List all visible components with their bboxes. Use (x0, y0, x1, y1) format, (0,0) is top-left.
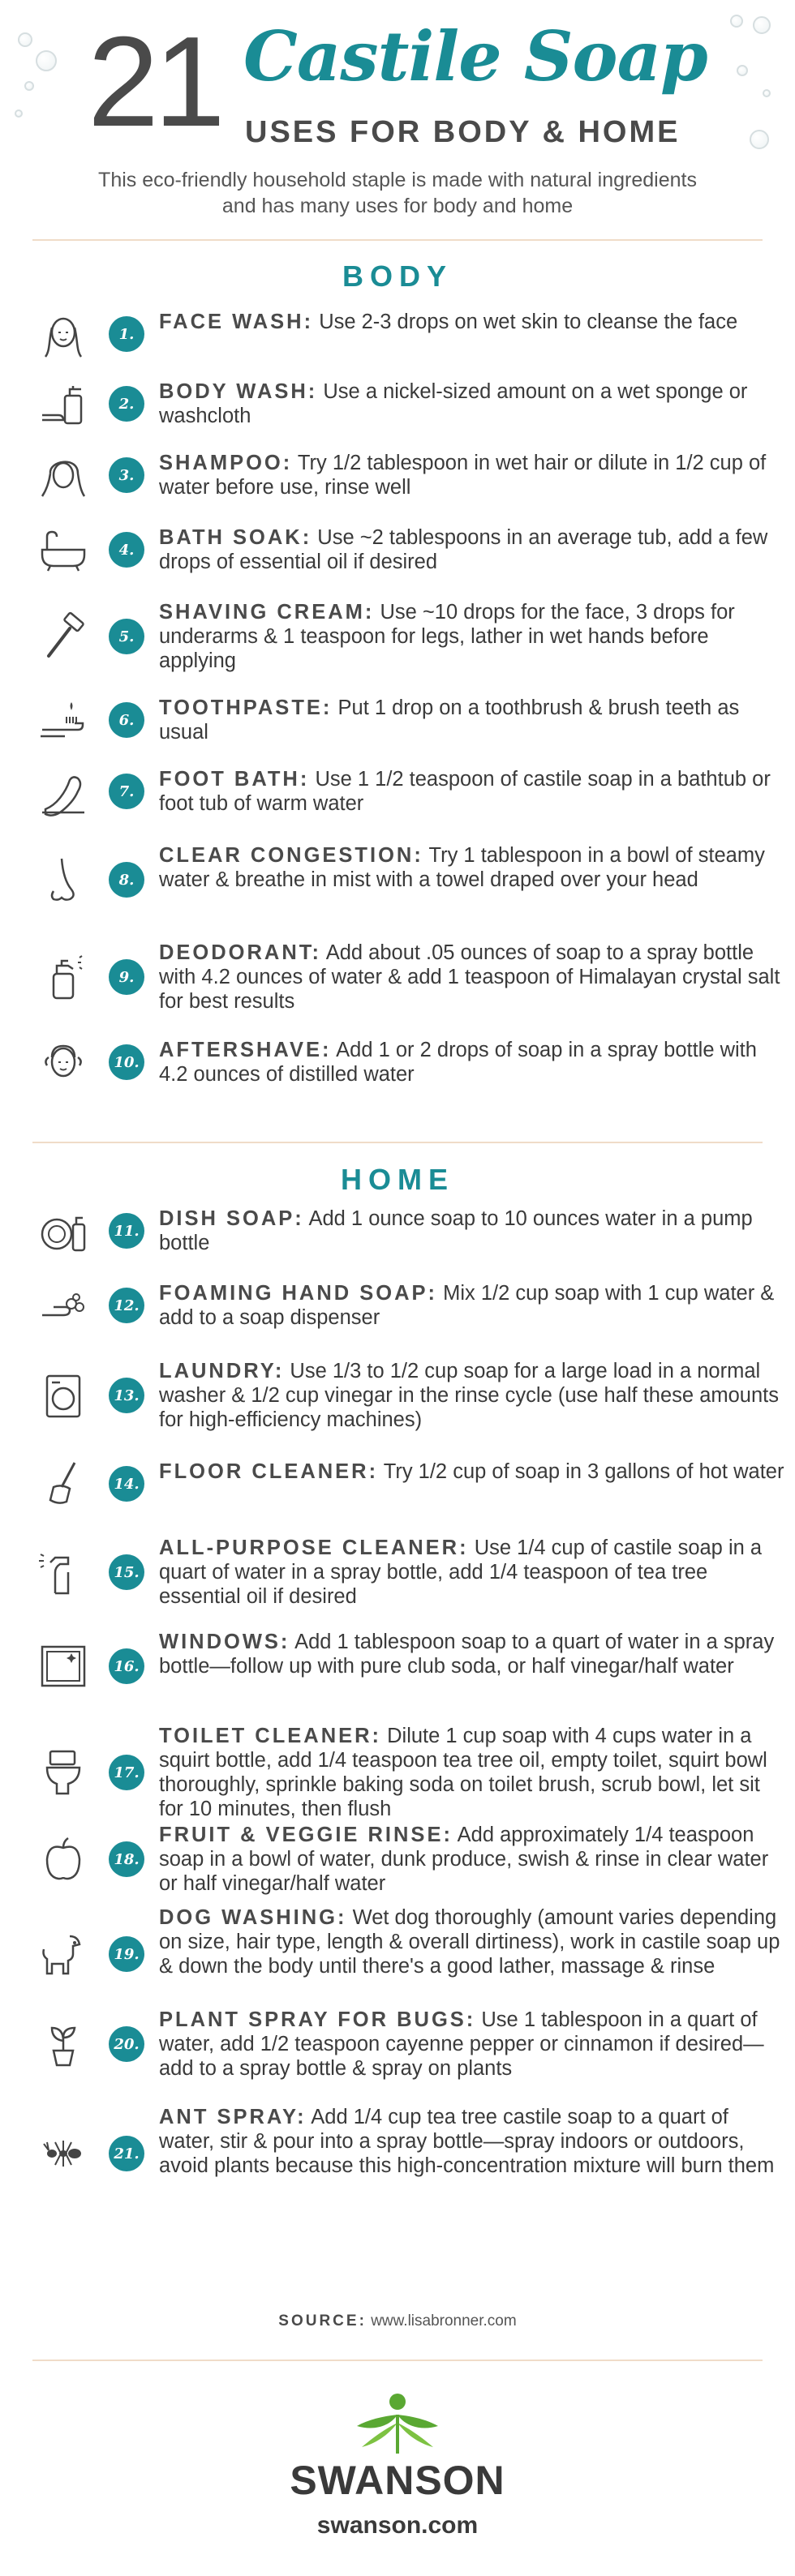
list-item (0, 1823, 795, 1896)
list-item (0, 1038, 795, 1087)
item-number-badge: 16. (109, 1648, 144, 1684)
item-number-badge: 12. (109, 1288, 144, 1323)
item-text (159, 600, 785, 673)
item-text (159, 525, 785, 574)
item-label: LAUNDRY: (159, 1360, 285, 1382)
foam-hand-icon (31, 1273, 96, 1338)
item-text (159, 2008, 785, 2081)
cleaner-spray-icon (31, 1540, 96, 1605)
divider (32, 239, 763, 241)
list-item (0, 696, 795, 744)
item-description: Use a nickel-sized amount on a wet sponge or washcloth (159, 380, 748, 427)
man-face-icon (31, 1030, 96, 1095)
brand-name: SWANSON (290, 2458, 505, 2503)
mop-icon (31, 1451, 96, 1516)
item-label: BATH SOAK: (159, 526, 312, 549)
item-text (159, 451, 785, 499)
item-description: Use 1/3 to 1/2 cup soap for a large load in a normal washer & 1/2 cup vinegar in the rinse cycle (use half these amounts for high-efficiency machines) (159, 1360, 779, 1431)
list-item (0, 1359, 795, 1432)
list-item (0, 1724, 795, 1821)
title-script: Castile Soap (243, 16, 707, 96)
ant-icon (31, 2121, 96, 2186)
list-item (0, 1630, 795, 1703)
item-description: Dilute 1 cup soap with 4 cups water in a squirt bottle, add 1/4 teaspoon tea tree oil, empty toilet, squirt bowl thoroughly, sprinkle baking soda on toilet brush, scrub bowl, let sit for 10 minutes, then flush (159, 1725, 767, 1820)
list-item (0, 1536, 795, 1609)
dog-icon (31, 1922, 96, 1987)
item-description: Use 1 1/2 teaspoon of castile soap in a bathtub or foot tub of warm water (159, 768, 771, 815)
item-label: DEODORANT: (159, 941, 321, 964)
header (0, 0, 795, 162)
item-number-badge: 13. (109, 1378, 144, 1413)
swanson-logo-icon (341, 2390, 454, 2455)
foot-icon (31, 759, 96, 824)
list-item (0, 451, 795, 499)
list-item (0, 1459, 795, 1508)
item-text (159, 1038, 785, 1087)
item-description: Add 1/4 cup tea tree castile soap to a quart of water, stir & pour into a spray bottle—spray indoors or outdoors, avoid plants because this high-concentration mixture will burn them (159, 2106, 775, 2177)
dish-icon (31, 1198, 96, 1263)
item-text (159, 379, 785, 428)
item-label: CLEAR CONGESTION: (159, 844, 423, 867)
item-description: Use 1 tablespoon in a quart of water, add 1/2 teaspoon cayenne pepper or cinnamon if desired—add to a spray bottle & spray on plants (159, 2008, 764, 2080)
item-description: Try 1/2 cup of soap in 3 gallons of hot water (383, 1460, 784, 1483)
item-label: FLOOR CLEANER: (159, 1460, 379, 1483)
item-number-badge: 7. (109, 774, 144, 809)
item-text (159, 1359, 785, 1432)
item-number-badge: 6. (109, 702, 144, 738)
item-label: TOILET CLEANER: (159, 1725, 382, 1747)
item-number-badge: 8. (109, 862, 144, 898)
divider (32, 1142, 763, 1143)
bubble-decoration (763, 89, 771, 97)
list-item (0, 1905, 795, 2003)
item-number-badge: 15. (109, 1554, 144, 1590)
item-text (159, 1630, 785, 1678)
list-item (0, 525, 795, 574)
item-label: PLANT SPRAY FOR BUGS: (159, 2008, 476, 2031)
item-number-badge: 20. (109, 2026, 144, 2062)
item-label: FRUIT & VEGGIE RINSE: (159, 1824, 453, 1846)
list-item (0, 941, 795, 1014)
item-label: DISH SOAP: (159, 1207, 304, 1230)
list-item (0, 843, 795, 916)
list-item (0, 600, 795, 673)
bubble-decoration (730, 15, 743, 28)
plant-icon (31, 2012, 96, 2077)
item-description: Use 2-3 drops on wet skin to cleanse the face (319, 311, 738, 333)
item-description: Add about .05 ounces of soap to a spray bottle with 4.2 ounces of water & add 1 teaspoon of Himalayan crystal salt for best results (159, 941, 780, 1013)
source-url[interactable]: www.lisabronner.com (371, 2312, 517, 2330)
source-label: SOURCE: (278, 2312, 367, 2330)
item-label: SHAMPOO: (159, 452, 293, 474)
item-description: Add approximately 1/4 teaspoon soap in a bowl of water, dunk produce, swish & rinse in clear water or half vinegar/half water (159, 1824, 769, 1895)
item-label: ANT SPRAY: (159, 2106, 307, 2128)
item-number-badge: 3. (109, 457, 144, 493)
nose-icon (31, 847, 96, 912)
item-number-badge: 10. (109, 1044, 144, 1080)
hair-icon (31, 443, 96, 508)
item-text (159, 767, 785, 816)
bubble-decoration (750, 130, 769, 149)
list-item (0, 310, 795, 358)
soap-pump-icon (31, 371, 96, 436)
item-number-badge: 5. (109, 619, 144, 654)
toothbrush-icon (31, 688, 96, 752)
item-description: Mix 1/2 cup soap with 1 cup water & add to a soap dispenser (159, 1282, 775, 1329)
face-icon (31, 302, 96, 366)
item-number-badge: 19. (109, 1936, 144, 1972)
bubble-decoration (15, 109, 23, 118)
item-number-badge: 17. (109, 1755, 144, 1790)
item-label: ALL-PURPOSE CLEANER: (159, 1537, 469, 1559)
item-description: Add 1 ounce soap to 10 ounces water in a pump bottle (159, 1207, 753, 1254)
item-text (159, 1823, 785, 1896)
list-item (0, 379, 795, 428)
section-title-body: BODY (342, 259, 453, 293)
item-text (159, 941, 785, 1014)
item-number-badge: 14. (109, 1466, 144, 1502)
section-title-home: HOME (341, 1163, 454, 1196)
item-label: DOG WASHING: (159, 1906, 347, 1929)
brand-url[interactable]: swanson.com (316, 2512, 479, 2539)
razor-icon (31, 604, 96, 669)
bubble-decoration (36, 50, 57, 71)
item-text (159, 843, 785, 892)
list-item (0, 2008, 795, 2081)
item-text (159, 1724, 785, 1821)
divider (32, 2360, 763, 2361)
item-label: SHAVING CREAM: (159, 601, 375, 624)
title-number: 21 (88, 11, 221, 153)
item-number-badge: 1. (109, 316, 144, 352)
bubble-decoration (753, 16, 771, 34)
window-icon (31, 1634, 96, 1699)
list-item (0, 1207, 795, 1255)
item-description: Use ~10 drops for the face, 3 drops for underarms & 1 teaspoon for legs, lather in wet hands before applying (159, 601, 735, 672)
item-text (159, 310, 785, 334)
spray-bottle-icon (31, 945, 96, 1009)
item-number-badge: 9. (109, 959, 144, 995)
item-description: Wet dog thoroughly (amount varies depending on size, hair type, length & overall dirtiness), work in castile soap up & down the body until there's a good lather, massage & rinse (159, 1906, 780, 1978)
bubble-decoration (18, 32, 32, 47)
item-label: FOAMING HAND SOAP: (159, 1282, 437, 1305)
item-description: Add 1 or 2 drops of soap in a spray bottle with 4.2 ounces of distilled water (159, 1039, 757, 1086)
list-item (0, 2105, 795, 2202)
item-number-badge: 4. (109, 532, 144, 568)
item-text (159, 1207, 785, 1255)
item-text (159, 1905, 785, 1978)
list-item (0, 767, 795, 816)
item-description: Use 1/4 cup of castile soap in a quart of water in a spray bottle, add 1/4 teaspoon of tea tree essential oil if desired (159, 1537, 763, 1608)
item-text (159, 696, 785, 744)
source-line (0, 2312, 795, 2330)
item-text (159, 1459, 785, 1484)
apple-icon (31, 1827, 96, 1892)
washer-icon (31, 1363, 96, 1428)
item-description: Try 1 tablespoon in a bowl of steamy water & breathe in mist with a towel draped over your head (159, 844, 765, 891)
bubble-decoration (24, 81, 34, 91)
item-description: Use ~2 tablespoons in an average tub, add a few drops of essential oil if desired (159, 526, 768, 573)
item-text (159, 1536, 785, 1609)
toilet-icon (31, 1740, 96, 1805)
bathtub-icon (31, 517, 96, 582)
item-description: Put 1 drop on a toothbrush & brush teeth as usual (159, 697, 740, 744)
item-text (159, 1281, 785, 1330)
item-label: AFTERSHAVE: (159, 1039, 332, 1061)
item-number-badge: 11. (109, 1213, 144, 1249)
item-number-badge: 18. (109, 1841, 144, 1877)
item-label: FACE WASH: (159, 311, 314, 333)
item-number-badge: 21. (109, 2136, 144, 2171)
bubble-decoration (737, 65, 748, 76)
item-label: WINDOWS: (159, 1631, 290, 1653)
list-item (0, 1281, 795, 1330)
item-description: Add 1 tablespoon soap to a quart of water in a spray bottle—follow up with pure club soda, or half vinegar/half water (159, 1631, 775, 1678)
item-label: BODY WASH: (159, 380, 318, 403)
item-description: Try 1/2 tablespoon in wet hair or dilute in 1/2 cup of water before use, rinse well (159, 452, 767, 499)
item-number-badge: 2. (109, 386, 144, 422)
intro-text: This eco-friendly household staple is made with natural ingredients and has many uses for body and home (98, 169, 697, 217)
item-label: TOOTHPASTE: (159, 697, 333, 719)
item-text (159, 2105, 785, 2178)
item-label: FOOT BATH: (159, 768, 310, 791)
subtitle: USES FOR BODY & HOME (245, 115, 681, 149)
